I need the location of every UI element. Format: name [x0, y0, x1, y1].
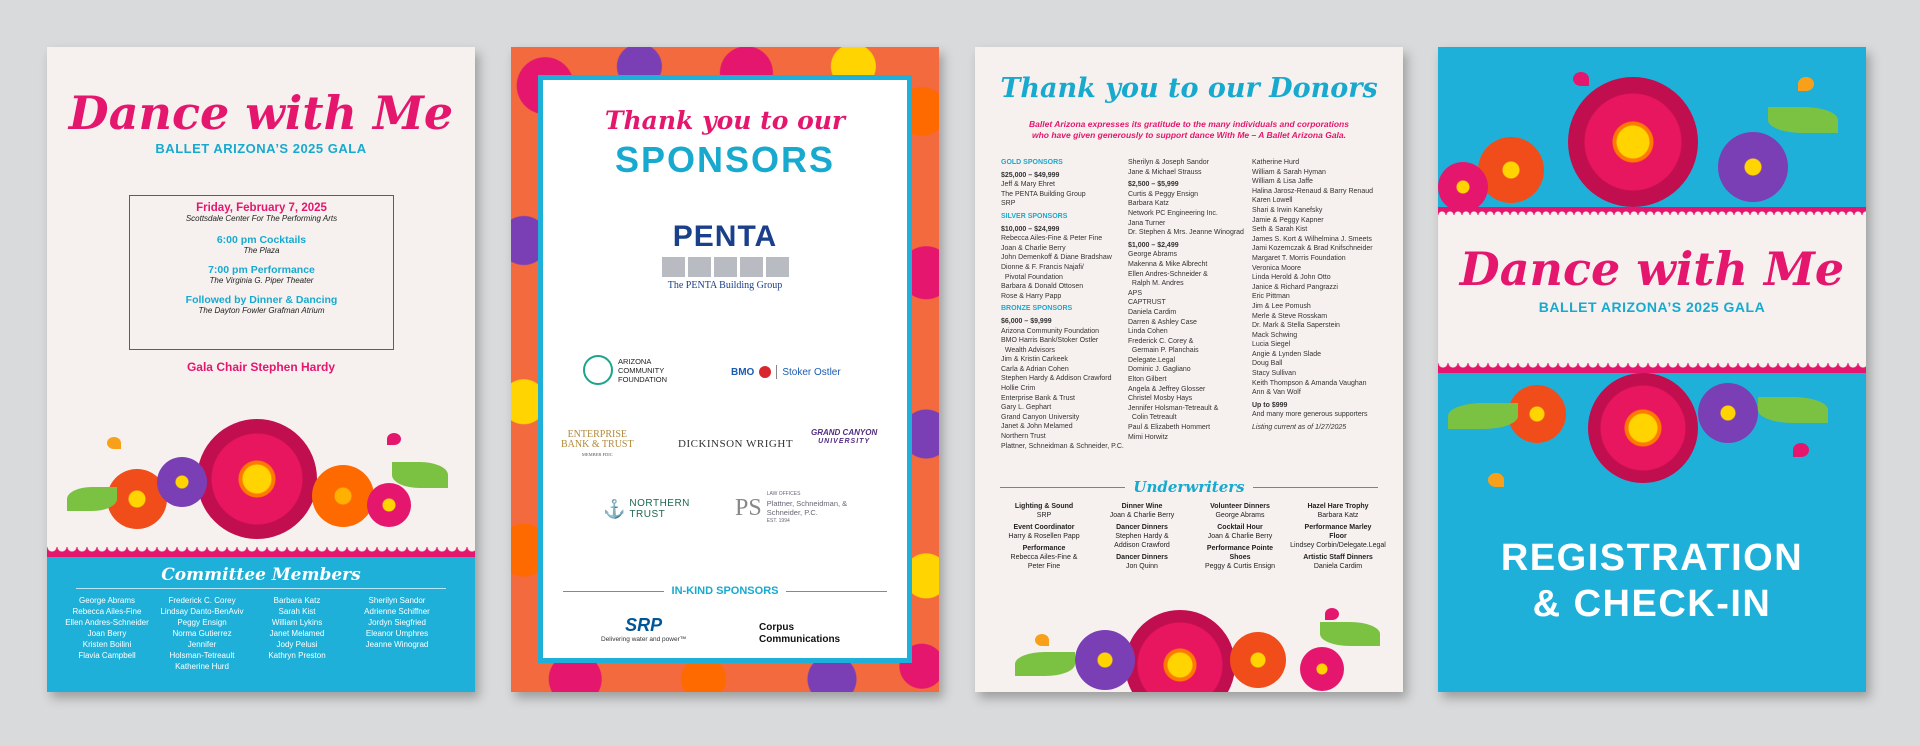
penta-squares: [543, 257, 907, 277]
donor-name: Christel Mosby Hays: [1128, 395, 1193, 403]
donor-name: Halina Jarosz-Renaud & Barry Renaud: [1252, 187, 1374, 195]
donor-amount-range: $6,000 – $9,999: [1001, 317, 1052, 325]
donor-name: Janice & Richard Pangrazzi: [1252, 283, 1338, 291]
underwriter-entry: [1289, 523, 1387, 550]
event-place-1: The Plaza: [243, 246, 280, 255]
acf-icon: [583, 355, 613, 385]
donor-name: The PENTA Building Group: [1001, 190, 1086, 198]
event-time-1: 6:00 pm Cocktails: [216, 234, 307, 246]
gala-invitation-card: [47, 47, 475, 692]
purple-flower: [1718, 132, 1788, 202]
event-date: Friday, February 7, 2025: [196, 202, 327, 214]
bmo-roundel-icon: [759, 366, 771, 378]
registration-line-2: & CHECK-IN: [1532, 583, 1772, 625]
donor-name: Enterprise Bank & Trust: [1001, 394, 1075, 402]
donor-name: Curtis & Peggy Ensign: [1128, 190, 1199, 198]
committee-member: George Abrams: [78, 596, 136, 605]
card1-subtitle: BALLET ARIZONA’S 2025 GALA: [155, 141, 367, 156]
purple-flower: [1075, 630, 1135, 690]
donor-name: Ralph M. Andres: [1128, 280, 1184, 288]
donor-level-heading: BRONZE SPONSORS: [1001, 305, 1073, 313]
enterprise-bank-logo: [561, 430, 634, 460]
underwriter-role: Artistic Staff Dinners: [1303, 554, 1373, 561]
donor-name: Dominic J. Gagliano: [1128, 366, 1191, 374]
donor-name: Darren & Ashley Case: [1128, 318, 1197, 326]
grand-canyon-logo: [811, 428, 877, 446]
donors-intro: [975, 119, 1403, 141]
top-flowers: [1438, 47, 1866, 207]
underwriter-entry: [1289, 502, 1387, 520]
donor-name: Keith Thompson & Amanda Vaughan: [1252, 379, 1367, 387]
donor-name: Hollie Crim: [1001, 385, 1036, 393]
donor-name: Dionne & F. Francis Najafi/: [1001, 263, 1084, 271]
leaf: [1758, 397, 1828, 423]
committee-member: Jody Pelusi: [276, 640, 318, 649]
underwriter-role: Shoes: [1229, 554, 1251, 561]
donor-name: APS: [1128, 289, 1143, 297]
butterfly-orange: [1035, 634, 1049, 646]
donor-name: Margaret T. Morris Foundation: [1252, 254, 1346, 262]
orange-flower: [312, 465, 374, 527]
leaf: [1448, 403, 1518, 429]
underwriter-role: Cocktail Hour: [1217, 524, 1263, 531]
donor-name: Dr. Mark & Stella Saperstein: [1252, 322, 1340, 330]
committee-member: William Lykins: [271, 618, 323, 627]
sponsors-heading: SPONSORS: [614, 139, 836, 180]
leaf: [1768, 107, 1838, 133]
underwriter-entry: [995, 502, 1093, 520]
donor-name: Colin Tetreault: [1128, 414, 1177, 422]
donor-name: Elton Gilbert: [1128, 376, 1167, 384]
donor-amount-range: $1,000 – $2,499: [1128, 241, 1179, 249]
donor-name: Stephen Hardy & Addison Crawford: [1001, 375, 1112, 383]
bmo-name: BMO: [731, 366, 755, 378]
thank-you-text: Thank you to our: [604, 106, 846, 135]
underwriter-entry: [1093, 523, 1191, 550]
underwriter-name: Peter Fine: [1027, 563, 1061, 570]
srp-name: SRP: [625, 615, 663, 635]
underwriter-entry: [1289, 553, 1387, 571]
red-flower: [1478, 137, 1544, 203]
event-place-3: The Dayton Fowler Grafman Atrium: [198, 306, 325, 315]
bottom-flowers: [1438, 373, 1866, 513]
butterfly-pink: [1573, 72, 1589, 86]
plattner-label: LAW OFFICES: [766, 491, 801, 497]
committee-member: Lindsay Danto-BenAviv: [160, 607, 244, 616]
underwriter-role: Event Coordinator: [1013, 524, 1075, 531]
donor-name: Jamie & Peggy Kapner: [1252, 216, 1324, 224]
donor-name: Katherine Hurd: [1252, 159, 1300, 166]
donor-name: Ann & Van Wolf: [1252, 389, 1301, 397]
inkind-title: IN-KIND SPONSORS: [671, 585, 779, 597]
pink-flower: [1438, 162, 1488, 212]
title-band: [1438, 215, 1866, 363]
committee-member: Frederick C. Corey: [168, 596, 236, 605]
underwriter-name: Addison Crawford: [1114, 542, 1170, 549]
underwriter-role: Performance Marley: [1304, 524, 1372, 531]
leaf-left: [67, 487, 117, 511]
lace-trim-bottom: [1438, 363, 1866, 373]
underwriter-name: Barbara Katz: [1317, 512, 1359, 519]
underwriter-column: [1191, 502, 1289, 574]
butterfly-pink: [1793, 443, 1809, 457]
lace-trim: [47, 547, 475, 557]
donor-name: James S. Kort & Wilhelmina J. Smeets: [1252, 235, 1372, 243]
donor-name: Merle & Steve Rosskam: [1252, 312, 1328, 320]
committee-member: Katherine Hurd: [175, 662, 229, 671]
donor-name: BMO Harris Bank/Stoker Ostler: [1001, 337, 1099, 345]
committee-member: Janet Melamed: [269, 629, 325, 638]
underwriter-entry: [1191, 502, 1289, 520]
butterfly-orange: [1798, 77, 1814, 91]
committee-column: [347, 595, 447, 650]
donor-name: Gary L. Gephart: [1001, 404, 1052, 412]
donor-name: Barbara Katz: [1128, 200, 1169, 208]
underwriter-column: [1289, 502, 1387, 574]
large-rose: [197, 419, 317, 539]
penta-name: PENTA: [672, 220, 778, 253]
committee-member: Holsman-Tetreault: [169, 651, 235, 660]
donor-name: Germain P. Planchais: [1128, 347, 1199, 355]
donor-name: Rebecca Ailes-Fine & Peter Fine: [1001, 235, 1103, 243]
underwriter-name: Jon Quinn: [1126, 563, 1158, 570]
donor-name: Mack Schwing: [1252, 331, 1298, 339]
donor-name: Jana Turner: [1128, 219, 1166, 227]
underwriter-name: Rebecca Ailes-Fine &: [1010, 554, 1078, 561]
underwriter-entry: [995, 544, 1093, 571]
donor-amount-range: Up to $999: [1252, 401, 1288, 409]
inkind-divider: [563, 585, 887, 597]
flower-illustration: [47, 387, 475, 547]
committee-member: Adrienne Schiffner: [364, 607, 430, 616]
event-time-3: Followed by Dinner & Dancing: [185, 294, 338, 306]
committee-member: Peggy Ensign: [177, 618, 227, 627]
penta-logo: [543, 220, 907, 291]
northern-sub: TRUST: [629, 509, 666, 520]
sponsors-panel: [538, 75, 912, 663]
sponsors-card: [511, 47, 939, 692]
corpus-logo: [759, 622, 840, 646]
anchor-icon: ⚓: [603, 498, 626, 519]
enterprise-sub: BANK & TRUST: [561, 439, 634, 450]
enterprise-name: ENTERPRISE: [567, 429, 628, 440]
donor-name: Paul & Elizabeth Hommert: [1128, 424, 1211, 432]
donor-name: Karen Lowell: [1252, 197, 1293, 205]
purple-flower: [1698, 383, 1758, 443]
committee-member: Joan Berry: [87, 629, 127, 638]
donors-intro-1: Ballet Arizona expresses its gratitude to the many individuals and corporations: [1029, 119, 1349, 129]
committee-member: Sherilyn Sandor: [368, 596, 426, 605]
ps-monogram-icon: PS: [735, 494, 762, 521]
underwriter-name: George Abrams: [1215, 512, 1265, 519]
acf-name: ARIZONA: [618, 356, 652, 366]
donor-name: William & Lisa Jaffe: [1252, 178, 1313, 186]
dickinson-wright-logo: DICKINSON WRIGHT: [678, 438, 794, 450]
corpus-line2: Communications: [759, 634, 841, 645]
donor-level-heading: GOLD SPONSORS: [1001, 159, 1063, 166]
butterfly-pink: [387, 433, 401, 445]
gcu-name: GRAND CANYON: [811, 428, 878, 437]
underwriter-role: Dinner Wine: [1121, 503, 1163, 510]
underwriter-name: Stephen Hardy &: [1115, 533, 1169, 540]
underwriter-name: Joan & Charlie Berry: [1109, 512, 1175, 519]
underwriter-role: Volunteer Dinners: [1210, 503, 1270, 510]
underwriter-role: Dancer Dinners: [1116, 524, 1168, 531]
corpus-line1: Corpus: [759, 622, 794, 633]
underwriter-entry: [1093, 502, 1191, 520]
red-flower: [1230, 632, 1286, 688]
pink-flower: [1300, 647, 1344, 691]
underwriter-name: Harry & Rosellen Papp: [1008, 533, 1080, 540]
donor-name: Jami Kozemczak & Brad Knifschneider: [1252, 245, 1373, 253]
committee-member: Ellen Andres-Schneider: [65, 618, 149, 627]
donor-name: Jane & Michael Strauss: [1128, 168, 1202, 176]
donor-name: Angela & Jeffrey Glosser: [1128, 385, 1206, 393]
underwriter-name: Joan & Charlie Berry: [1207, 533, 1273, 540]
underwriter-name: Peggy & Curtis Ensign: [1204, 563, 1276, 570]
donor-name: Delegate.Legal: [1128, 356, 1176, 364]
underwriter-column: [995, 502, 1093, 574]
card4-subtitle: BALLET ARIZONA’S 2025 GALA: [1538, 299, 1766, 315]
donor-name: Frederick C. Corey &: [1128, 337, 1194, 345]
donor-column-1: [1001, 158, 1131, 451]
leaf: [1015, 652, 1075, 676]
underwriter-role: Performance Pointe: [1206, 545, 1274, 552]
card1-title: Dance with Me: [68, 86, 454, 140]
donor-column-3: [1252, 158, 1392, 433]
donor-name: Lucia Siegel: [1252, 341, 1291, 349]
donor-name: Angie & Lynden Slade: [1252, 350, 1322, 358]
committee-member: Barbara Katz: [273, 596, 321, 605]
srp-logo: [601, 615, 686, 643]
underwriters-divider: [1000, 478, 1378, 496]
plattner-est: EST. 1994: [766, 518, 790, 524]
donor-name: Shari & Irwin Kanefsky: [1252, 206, 1323, 214]
donor-name: CAPTRUST: [1128, 299, 1166, 307]
donor-name: Makenna & Mike Albrecht: [1128, 260, 1208, 268]
large-rose: [1588, 373, 1698, 483]
acf-sub: COMMUNITY: [618, 365, 665, 375]
donor-name: Arizona Community Foundation: [1001, 327, 1100, 335]
underwriter-name: SRP: [1036, 512, 1052, 519]
committee-column: [57, 595, 157, 661]
donors-intro-2: who have given generously to support dance With Me – A Ballet Arizona Gala.: [1031, 130, 1346, 140]
committee-member: Sarah Kist: [278, 607, 316, 616]
donor-amount-range: $10,000 – $24,999: [1001, 225, 1060, 233]
northern-name: NORTHERN: [629, 498, 690, 509]
donor-level-heading: SILVER SPONSORS: [1001, 212, 1068, 220]
committee-title: Committee Members: [161, 565, 361, 585]
donor-name: Jim & Kristin Carkeek: [1001, 356, 1068, 364]
donor-name: Dr. Stephen & Mrs. Jeanne Winograd: [1128, 229, 1244, 237]
donors-flowers: [975, 592, 1403, 692]
donor-name: Jennifer Holsman-Tetreault &: [1128, 404, 1219, 412]
donor-name: Rose & Harry Papp: [1001, 292, 1062, 300]
donor-name: Doug Ball: [1252, 360, 1283, 368]
donors-title: Thank you to our Donors: [1000, 73, 1378, 104]
plattner-name: Plattner, Schneidman, &: [766, 499, 848, 508]
committee-column: [247, 595, 347, 661]
donor-name: John Demenkoff & Diane Bradshaw: [1001, 254, 1112, 262]
committee-member: Eleanor Umphres: [365, 629, 429, 638]
penta-tagline: The PENTA Building Group: [667, 280, 783, 291]
donor-name: Barbara & Donald Ottosen: [1001, 283, 1084, 291]
donor-name: George Abrams: [1128, 251, 1178, 259]
enterprise-fdic: MEMBER FDIC: [581, 452, 613, 457]
committee-member: Kathryn Preston: [268, 651, 326, 660]
donor-name: Grand Canyon University: [1001, 413, 1080, 421]
registration-heading: [1438, 535, 1866, 627]
plattner-logo: [735, 490, 847, 526]
card4-title: Dance with Me: [1459, 242, 1845, 296]
donor-name: Linda Cohen: [1128, 328, 1168, 336]
underwriter-role: Performance: [1022, 545, 1066, 552]
donor-name: Mimi Horwitz: [1128, 433, 1169, 441]
donor-name: Seth & Sarah Kist: [1252, 226, 1308, 234]
underwriter-entry: [995, 523, 1093, 541]
plattner-name2: Schneider, P.C.: [766, 508, 818, 517]
committee-member: Norma Gutierrez: [172, 629, 232, 638]
underwriter-entry: [1093, 553, 1191, 571]
donor-name: Ellen Andres-Schneider &: [1128, 270, 1208, 278]
donor-name: Wealth Advisors: [1001, 346, 1055, 354]
committee-panel: [47, 557, 475, 692]
donors-card: [975, 47, 1403, 692]
donor-name: Eric Pittman: [1252, 293, 1290, 301]
underwriters-title: Underwriters: [1133, 478, 1245, 496]
donor-name: Joan & Charlie Berry: [1001, 244, 1066, 252]
donor-name: William & Sarah Hyman: [1252, 168, 1326, 176]
large-rose: [1125, 610, 1235, 692]
donor-name: Janet & John Melamed: [1001, 423, 1073, 431]
donor-column-2: [1128, 158, 1258, 442]
event-details-box: [129, 195, 394, 350]
underwriter-role: Dancer Dinners: [1116, 554, 1168, 561]
butterfly-orange: [107, 437, 121, 449]
donor-name: Jim & Lee Pomush: [1252, 302, 1311, 310]
gcu-sub: UNIVERSITY: [818, 438, 871, 445]
underwriter-role: Lighting & Sound: [1014, 503, 1074, 510]
large-rose: [1568, 77, 1698, 207]
donor-name: Plattner, Schneidman & Schneider, P.C.: [1001, 442, 1124, 450]
donor-amount-range: $25,000 – $49,999: [1001, 171, 1060, 179]
stoker-ostler: Stoker Ostler: [782, 366, 841, 378]
underwriter-name: Daniela Cardim: [1313, 563, 1363, 570]
listing-note: Listing current as of 1/27/2025: [1252, 424, 1347, 432]
northern-trust-logo: [603, 498, 690, 520]
donor-amount-range: $2,500 – $5,999: [1128, 181, 1179, 189]
donor-name: Jeff & Mary Ehret: [1001, 181, 1055, 189]
donor-name: Veronica Moore: [1252, 264, 1302, 272]
underwriter-role: Floor: [1329, 533, 1347, 540]
srp-tagline: Delivering water and power™: [601, 636, 687, 643]
underwriter-role: Hazel Hare Trophy: [1307, 503, 1369, 510]
underwriter-name: Lindsey Corbin/Delegate.Legal: [1290, 542, 1386, 549]
committee-column: [152, 595, 252, 672]
lace-trim-top: [1438, 207, 1866, 215]
registration-sign-card: [1438, 47, 1866, 692]
underwriters-grid: [995, 502, 1385, 597]
donor-name: Carla & Adrian Cohen: [1001, 365, 1069, 373]
donor-name: Northern Trust: [1001, 433, 1046, 441]
donor-name: Daniela Cardim: [1128, 308, 1177, 316]
committee-list: [47, 589, 475, 689]
purple-flower: [157, 457, 207, 507]
donor-name: SRP: [1001, 200, 1016, 208]
donor-name: Stacy Sullivan: [1252, 370, 1296, 378]
underwriter-column: [1093, 502, 1191, 574]
committee-member: Jennifer: [187, 640, 217, 649]
pink-flower: [367, 483, 411, 527]
donor-name: Pivotal Foundation: [1001, 273, 1063, 281]
committee-member: Jordyn Siegfried: [368, 618, 426, 627]
committee-member: Flavia Campbell: [78, 651, 136, 660]
event-time-2: 7:00 pm Performance: [208, 264, 315, 276]
acf-sub2: FOUNDATION: [618, 374, 668, 384]
committee-member: Jeanne Winograd: [365, 640, 429, 649]
leaf-right: [392, 462, 448, 488]
butterfly-pink: [1325, 608, 1339, 620]
leaf: [1320, 622, 1380, 646]
arizona-community-foundation-logo: [583, 355, 667, 385]
event-venue: Scottsdale Center For The Performing Arts: [185, 214, 338, 223]
bmo-logo: [731, 365, 841, 379]
donor-name: Linda Herold & John Otto: [1252, 274, 1331, 282]
donor-name: And many more generous supporters: [1252, 411, 1368, 419]
underwriter-entry: [1191, 523, 1289, 541]
donor-name: Network PC Engineering Inc.: [1128, 209, 1218, 217]
butterfly-orange: [1488, 473, 1504, 487]
gala-chair: Gala Chair Stephen Hardy: [186, 360, 336, 374]
event-place-2: The Virginia G. Piper Theater: [209, 276, 314, 285]
committee-member: Rebecca Ailes-Fine: [72, 607, 142, 616]
donor-name: Sherilyn & Joseph Sandor: [1128, 159, 1209, 166]
underwriter-entry: [1191, 544, 1289, 571]
committee-member: Kristen Boilini: [82, 640, 132, 649]
registration-line-1: REGISTRATION: [1500, 537, 1804, 579]
